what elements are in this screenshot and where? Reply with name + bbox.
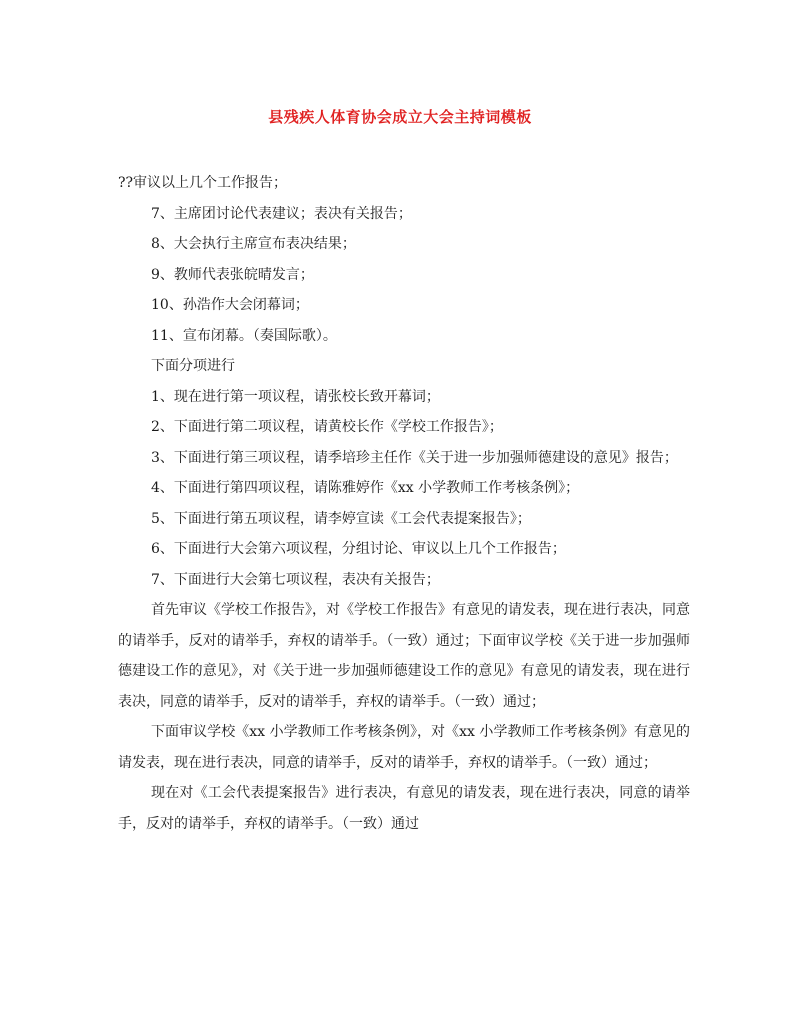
section-heading: 下面分项进行 — [151, 358, 235, 374]
agenda-line: ??审议以上几个工作报告； — [118, 175, 288, 191]
agenda-item: 4、下面进行第四项议程，请陈雅婷作《xx 小学教师工作考核条例》； — [151, 480, 580, 496]
agenda-line: 11、宣布闭幕。（奏国际歌）。 — [151, 327, 337, 344]
agenda-item: 2、下面进行第二项议程，请黄校长作《学校工作报告》； — [151, 419, 503, 435]
agenda-line: 10、孙浩作大会闭幕词； — [151, 297, 309, 313]
paragraph: 首先审议《学校工作报告》，对《学校工作报告》有意见的请发表，现在进行表决，同意的请举手，反对的请举手，弃权的请举手。（一致）通过；下面审议学校《关于进一步加强师德建设工作的意见》，对《关于进一步加强师德建设工作的意见》有意见的请发表，现在进行表决，同意的请举手，反对的请举手，弃权的请举手。（一致）通过； — [118, 602, 690, 710]
agenda-line: 8、大会执行主席宣布表决结果； — [151, 236, 356, 252]
paragraph: 现在对《工会代表提案报告》进行表决，有意见的请发表，现在进行表决，同意的请举手，反对的请举手，弃权的请举手。（一致）通过 — [118, 785, 690, 832]
document-title: 县残疾人体育协会成立大会主持词模板 — [268, 108, 532, 126]
agenda-line: 7、主席团讨论代表建议；表决有关报告； — [151, 205, 412, 222]
agenda-item: 5、下面进行第五项议程，请李婷宣读《工会代表提案报告》； — [151, 510, 531, 527]
agenda-item: 6、下面进行大会第六项议程，分组讨论、审议以上几个工作报告； — [151, 541, 566, 557]
paragraph: 下面审议学校《xx 小学教师工作考核条例》，对《xx 小学教师工作考核条例》有意见的请发表，现在进行表决，同意的请举手，反对的请举手，弃权的请举手。（一致）通过； — [118, 724, 690, 771]
agenda-item: 7、下面进行大会第七项议程，表决有关报告； — [151, 571, 440, 588]
document-body — [118, 168, 690, 839]
agenda-item: 1、现在进行第一项议程，请张校长致开幕词； — [151, 388, 440, 405]
agenda-item-wrapped: 3、下面进行第三项议程，请季培珍主任作《关于进一步加强师德建设的意见》报告； — [151, 449, 678, 466]
agenda-line: 9、教师代表张皖晴发言； — [151, 266, 314, 283]
